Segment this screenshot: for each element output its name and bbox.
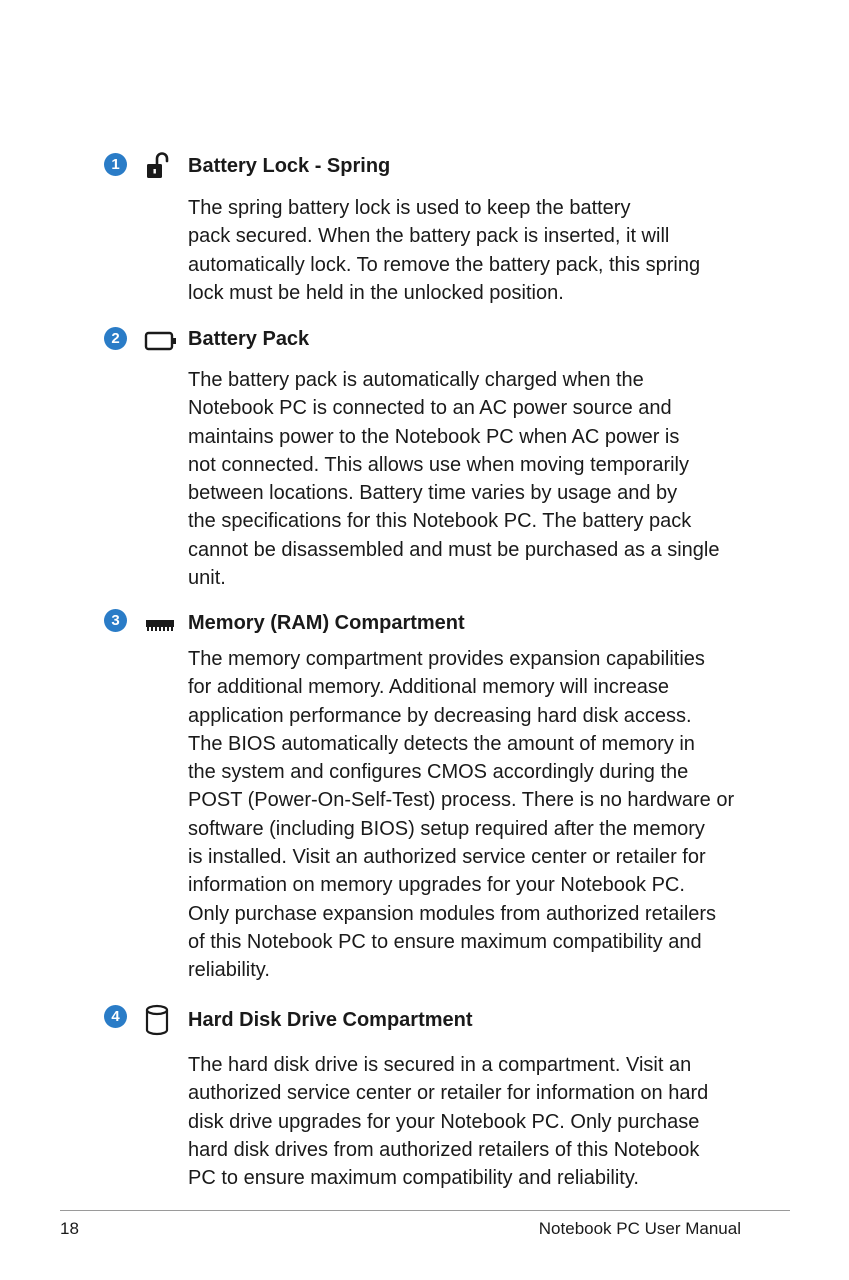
- padlock-open-icon: [144, 152, 170, 180]
- body-line: lock must be held in the unlocked position.: [188, 281, 564, 304]
- body-line: authorized service center or retailer for information on hard: [188, 1082, 709, 1105]
- step-number-badge: 2: [104, 327, 127, 350]
- body-line: pack secured. When the battery pack is inserted, it will: [188, 225, 670, 248]
- section-heading: Battery Lock - Spring: [188, 155, 391, 177]
- step-number-badge: 4: [104, 1005, 127, 1028]
- body-line: The memory compartment provides expansion capabilities: [188, 648, 705, 670]
- step-number-badge: 3: [104, 609, 127, 632]
- body-line: between locations. Battery time varies by usage and by: [188, 482, 678, 505]
- body-line: automatically lock. To remove the battery pack, this spring: [188, 253, 701, 276]
- body-line: hard disk drives from authorized retailers of this Notebook: [188, 1138, 700, 1161]
- body-line: The hard disk drive is secured in a compartment. Visit an: [188, 1054, 692, 1076]
- body-line: information on memory upgrades for your Notebook PC.: [188, 874, 685, 897]
- battery-icon: [144, 330, 178, 352]
- body-line: the system and configures CMOS accordingly during the: [188, 761, 689, 784]
- body-line: is installed. Visit an authorized service center or retailer for: [188, 846, 706, 869]
- body-line: reliability.: [188, 959, 270, 982]
- manual-title: Notebook PC User Manual: [538, 1219, 741, 1238]
- body-line: The BIOS automatically detects the amount of memory in: [188, 732, 695, 755]
- section-body: [188, 366, 748, 592]
- body-line: Notebook PC is connected to an AC power source and: [188, 397, 672, 420]
- body-line: POST (Power-On-Self-Test) process. There is no hardware or: [188, 789, 735, 812]
- section-heading: Hard Disk Drive Compartment: [188, 1009, 473, 1031]
- body-line: the specifications for this Notebook PC. The battery pack: [188, 510, 692, 533]
- body-line: disk drive upgrades for your Notebook PC. Only purchase: [188, 1110, 700, 1133]
- body-line: unit.: [188, 567, 226, 590]
- step-number-badge: 1: [104, 153, 127, 176]
- body-line: cannot be disassembled and must be purchased as a single: [188, 538, 720, 561]
- section-body: [188, 645, 748, 985]
- body-line: application performance by decreasing hard disk access.: [188, 704, 692, 727]
- body-line: The battery pack is automatically charged when the: [188, 369, 644, 391]
- body-line: PC to ensure maximum compatibility and reliability.: [188, 1167, 639, 1190]
- section-heading: Battery Pack: [188, 328, 310, 350]
- footer-divider: [60, 1210, 790, 1211]
- body-line: Only purchase expansion modules from authorized retailers: [188, 902, 717, 925]
- body-line: for additional memory. Additional memory will increase: [188, 676, 669, 699]
- hard-disk-icon: [144, 1003, 172, 1039]
- body-line: The spring battery lock is used to keep the battery: [188, 197, 631, 219]
- section-heading: Memory (RAM) Compartment: [188, 612, 465, 634]
- memory-module-icon: [144, 614, 176, 634]
- body-line: of this Notebook PC to ensure maximum compatibility and: [188, 930, 702, 953]
- body-line: software (including BIOS) setup required after the memory: [188, 817, 705, 840]
- section-body: [188, 194, 748, 307]
- section-body: [188, 1051, 748, 1192]
- body-line: maintains power to the Notebook PC when AC power is: [188, 425, 680, 448]
- page-number: 18: [60, 1219, 79, 1238]
- body-line: not connected. This allows use when moving temporarily: [188, 453, 689, 476]
